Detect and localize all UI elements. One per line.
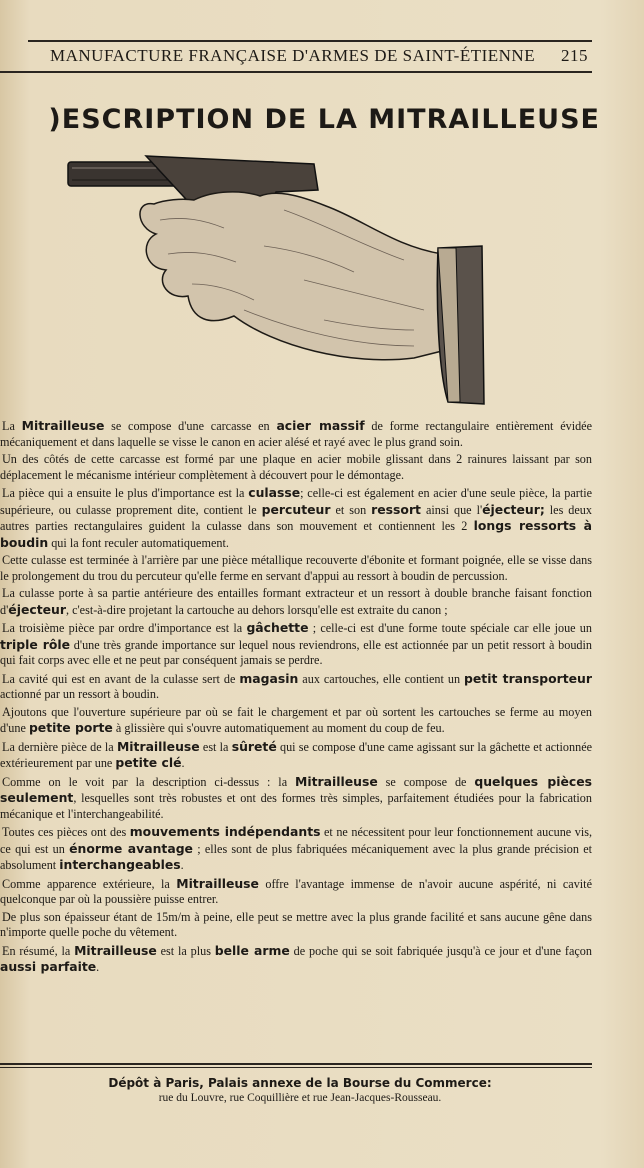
bold-run: magasin xyxy=(239,670,299,686)
text-run: se compose de xyxy=(377,774,475,789)
bold-run: longs ressorts à boudin xyxy=(0,518,592,550)
paragraph xyxy=(0,485,592,551)
paragraph xyxy=(0,586,592,618)
text-run: Un des côtés de cette carcasse est formé par une plaque en acier mobile glissant dans 2 rainures laissant par son déplacement le mécanisme intérieur complètement à découvert pour le démontage. xyxy=(0,451,592,482)
text-run: de forme rectangulaire entièrement évidée mécaniquement et dans laquelle se visse le canon en acier alésé et rayé avec le plus grand soin. xyxy=(0,419,592,449)
text-run: En résumé, la xyxy=(2,943,75,958)
text-run: d'une très grande importance sur lequel nous reviendrons, elle est actionnée par un petit ressort à boudin qui fait corps avec elle et ne peut par conséquent jamais se perdre. xyxy=(0,637,592,668)
bold-run: quelques pièces seulement xyxy=(0,773,592,806)
text-run: Comme apparence extérieure, la xyxy=(2,876,177,891)
header-rule-bottom xyxy=(0,71,592,73)
bold-run: culasse xyxy=(248,484,301,500)
bold-run: sûreté xyxy=(231,738,277,754)
text-run: Ajoutons que l'ouverture supérieure par où se fait le chargement et par où sortent les cartouches se ferme au moyen d'une xyxy=(0,704,592,736)
paragraph xyxy=(0,452,592,483)
bold-run: gâchette xyxy=(246,620,309,636)
paragraph xyxy=(0,824,592,874)
paragraph xyxy=(0,910,592,941)
bold-run: Mitrailleuse xyxy=(116,738,200,754)
bold-run: petite porte xyxy=(28,720,113,736)
bold-run: petit transporteur xyxy=(464,670,592,686)
text-run: La dernière pièce de la xyxy=(2,739,117,754)
page-title: )ESCRIPTION DE LA MITRAILLEUSE xyxy=(48,104,600,135)
text-run: De plus son épaisseur étant de 15m/m à peine, elle peut se mettre avec la plus grande facilité et sans aucune gêne dans n'importe quelle poche du vêtement. xyxy=(0,909,592,940)
paragraph xyxy=(0,876,592,908)
bold-run: mouvements indépendants xyxy=(129,824,321,840)
text-run: La culasse porte à sa partie antérieure des entailles formant extracteur et un ressort à double branche faisant fonction d' xyxy=(0,586,592,617)
text-run: qui la font reculer automatiquement. xyxy=(48,535,229,550)
footer-rule-thin xyxy=(0,1067,592,1068)
bold-run: petite clé xyxy=(115,755,182,771)
paragraph xyxy=(0,774,592,823)
hand-shape xyxy=(140,192,446,360)
text-run: les deux autres parties rectangulaires guident la culasse dans son mouvement et contiennent les 2 xyxy=(0,502,592,534)
paragraph xyxy=(0,671,592,703)
text-run: La pièce qui a ensuite le plus d'importance est la xyxy=(2,485,249,500)
text-run: ; celle-ci est également en acier d'une seule pièce, la partie supérieure, ou culasse proprement dite, contient le xyxy=(0,485,592,517)
bold-run: belle arme xyxy=(214,942,290,958)
text-run: qui se compose d'une came agissant sur la gâchette et actionnée extérieurement par une xyxy=(0,739,593,771)
text-run: ; elles sont de plus fabriquées mécaniquement avec la plus grande précision et absolument xyxy=(0,841,593,873)
text-run: ; celle-ci est d'une forme toute spéciale car elle joue un xyxy=(308,621,592,636)
header-rule xyxy=(28,40,592,42)
bold-run: éjecteur; xyxy=(482,501,545,517)
pistol-in-hand-illustration xyxy=(64,150,494,412)
text-run: La troisième pièce par ordre d'importance est la xyxy=(2,621,247,636)
text-run: de poche qui se soit fabriquée jusqu'à ce jour et d'une façon xyxy=(289,943,592,958)
text-run: et son xyxy=(330,502,372,517)
bold-run: éjecteur xyxy=(8,601,66,617)
bold-run: triple rôle xyxy=(0,636,71,652)
text-run: aux cartouches, elle contient un xyxy=(298,671,465,686)
address-line: rue du Louvre, rue Coquillière et rue Jean-Jacques-Rousseau. xyxy=(158,1092,442,1104)
text-run: . xyxy=(180,858,184,873)
text-run: . xyxy=(181,756,185,771)
depot-line: Dépôt à Paris, Palais annexe de la Bourse du Commerce: xyxy=(108,1076,492,1090)
paragraph xyxy=(0,739,592,772)
paragraph xyxy=(0,620,592,669)
text-run: . xyxy=(96,960,100,975)
body-text xyxy=(0,418,592,978)
text-run: offre l'avantage immense de n'avoir aucune aspérité, ni cavité quelconque par où la poussière puisse entrer. xyxy=(0,876,592,907)
text-run: actionné par un ressort à boudin. xyxy=(0,687,160,702)
text-run: et ne nécessitent pour leur fonctionnement aucune vis, ce qui est un xyxy=(0,825,592,856)
text-run: Cette culasse est terminée à l'arrière par une pièce métallique recouverte d'ébonite et formant poignée, elle se visse dans le prolongement du trou du percuteur qu'elle ferme en servant d'appui au ressort à boudin de percussion. xyxy=(0,553,592,583)
paragraph xyxy=(0,943,592,976)
text-run: ainsi que l' xyxy=(420,502,483,517)
text-run: se compose d'une carcasse en xyxy=(104,419,277,433)
text-run: Comme on le voit par la description ci-dessus : la xyxy=(2,774,296,789)
running-title: MANUFACTURE FRANÇAISE D'ARMES DE SAINT-ÉTIENNE xyxy=(50,46,536,65)
footer-rule xyxy=(0,1063,592,1065)
bold-run: percuteur xyxy=(261,501,331,517)
text-run: La xyxy=(2,419,22,433)
text-run: à glissière qui s'ouvre automatiquement au moment du coup de feu. xyxy=(112,721,445,736)
text-run: Toutes ces pièces ont des xyxy=(2,825,130,840)
text-run: , c'est-à-dire projetant la cartouche au dehors lorsqu'elle est extraite du canon ; xyxy=(65,602,448,617)
bold-run: énorme avantage xyxy=(69,840,193,856)
bold-run: ressort xyxy=(371,501,421,517)
bold-run: aussi parfaite xyxy=(0,959,97,975)
text-run: est la xyxy=(199,739,232,754)
bold-run: Mitrailleuse xyxy=(74,942,157,958)
bold-run: acier massif xyxy=(276,418,365,433)
bold-run: Mitrailleuse xyxy=(176,875,259,891)
bold-run: interchangeables xyxy=(59,857,181,873)
text-run: est la plus xyxy=(156,943,215,958)
bold-run: Mitrailleuse xyxy=(295,773,378,789)
paragraph xyxy=(0,705,592,737)
text-run: La cavité qui est en avant de la culasse sert de xyxy=(2,671,240,686)
page-number: 215 xyxy=(561,46,588,65)
bold-run: Mitrailleuse xyxy=(21,418,105,433)
paragraph xyxy=(0,418,592,450)
paragraph xyxy=(0,553,592,584)
text-run: , lesquelles sont très robustes et ont des formes très simples, parfaitement étudiées pour la fabrication mécanique et l'interchangeabilité. xyxy=(0,791,592,821)
